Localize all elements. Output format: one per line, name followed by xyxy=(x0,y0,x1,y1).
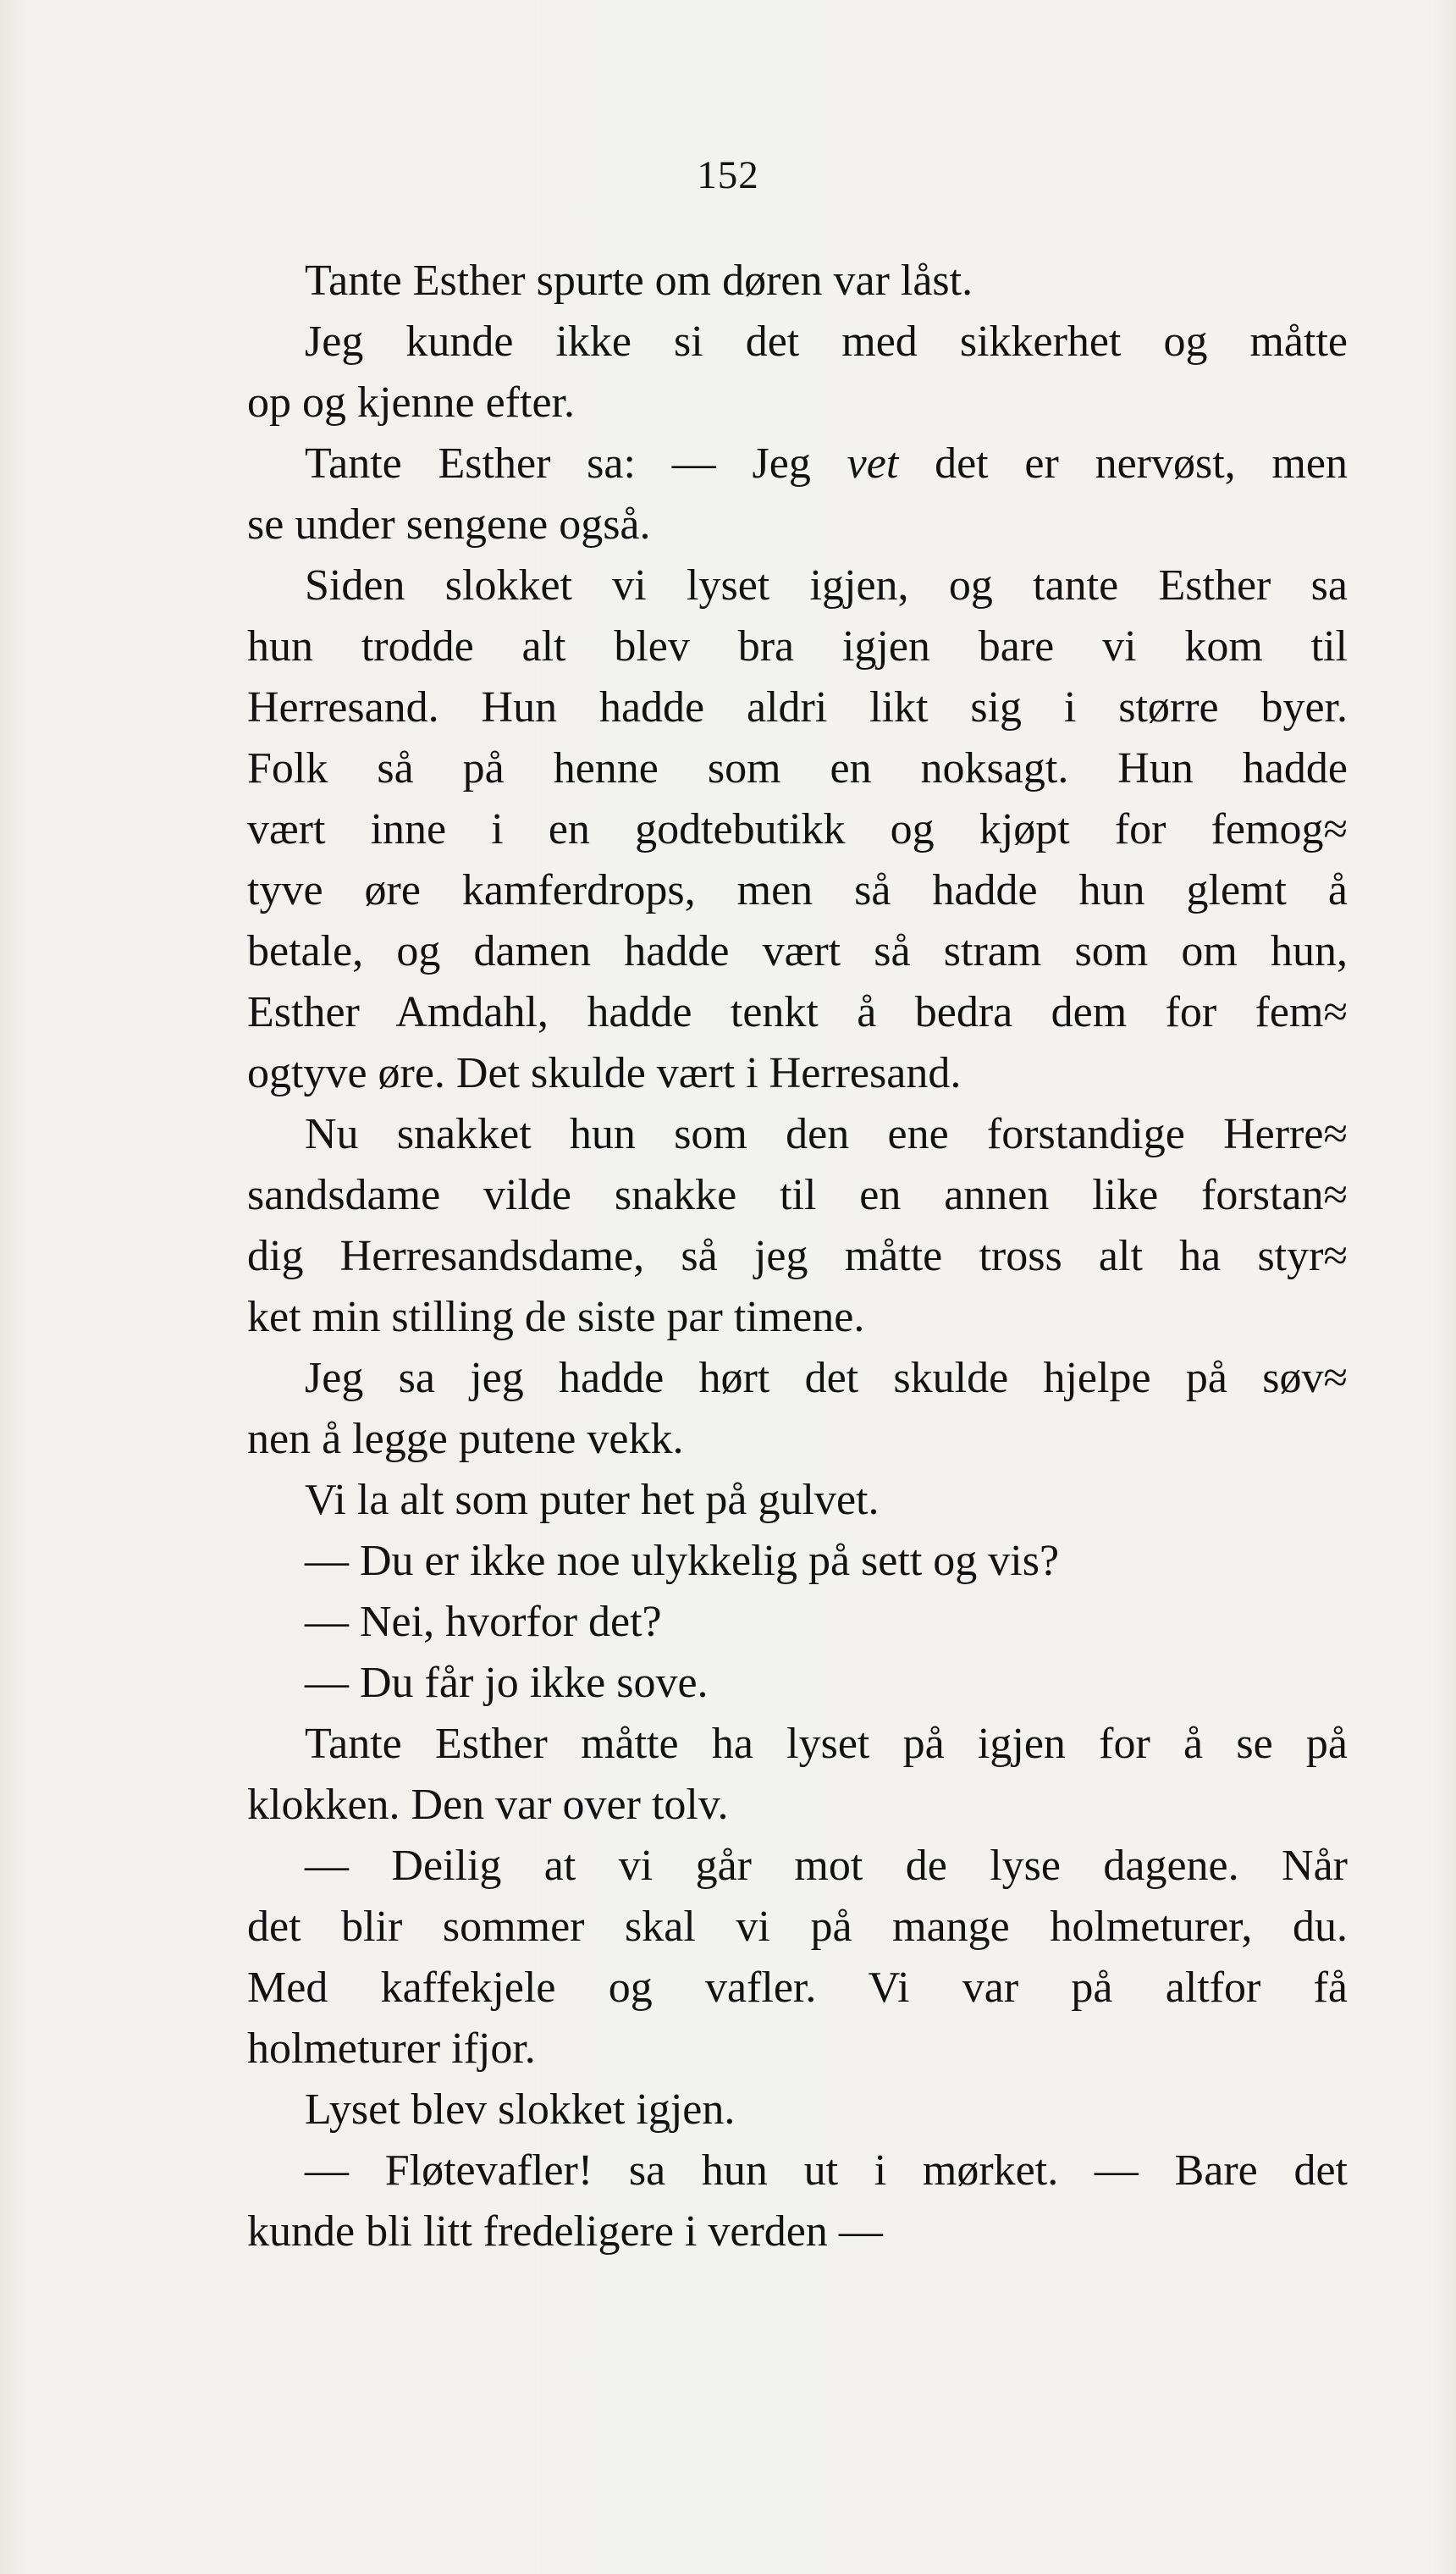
text-segment: Esther Amdahl, hadde tenkt å bedra dem for fem≈ xyxy=(247,988,1348,1036)
text-line xyxy=(247,921,1348,982)
body-text xyxy=(247,251,1348,2262)
text-segment: Siden slokket vi lyset igjen, og tante Esther sa xyxy=(305,561,1348,610)
text-line xyxy=(247,1104,1348,1165)
text-line xyxy=(247,1348,1348,1409)
text-segment: se under sengene også. xyxy=(247,500,651,549)
text-segment: vært inne i en godtebutikk og kjøpt for femog≈ xyxy=(247,805,1348,853)
text-segment: Nu snakket hun som den ene forstandige Herre≈ xyxy=(305,1110,1348,1158)
text-segment: Jeg sa jeg hadde hørt det skulde hjelpe på søv≈ xyxy=(305,1354,1348,1402)
text-line xyxy=(247,799,1348,860)
text-segment: op og kjenne efter. xyxy=(247,378,575,427)
text-line xyxy=(247,2019,1348,2080)
text-segment: Lyset blev slokket igjen. xyxy=(305,2085,736,2134)
text-segment: sandsdame vilde snakke til en annen like forstan≈ xyxy=(247,1171,1348,1219)
text-segment: ket min stilling de siste par timene. xyxy=(247,1293,865,1341)
text-line xyxy=(247,373,1348,434)
text-segment: — Deilig at vi går mot de lyse dagene. Når xyxy=(305,1842,1348,1890)
text-segment: Vi la alt som puter het på gulvet. xyxy=(305,1476,880,1524)
text-segment: Med kaffekjele og vafler. Vi var på altfor få xyxy=(247,1964,1348,2012)
text-segment: det blir sommer skal vi på mange holmeturer, du. xyxy=(247,1903,1348,1951)
text-line xyxy=(247,1836,1348,1897)
text-segment: betale, og damen hadde vært så stram som om hun, xyxy=(247,927,1348,975)
text-line xyxy=(247,434,1348,494)
text-segment: det er nervøst, men xyxy=(898,439,1348,488)
text-line xyxy=(247,982,1348,1043)
text-line xyxy=(247,860,1348,921)
text-segment: ogtyve øre. Det skulde vært i Herresand. xyxy=(247,1049,962,1097)
text-line xyxy=(247,1043,1348,1104)
text-segment: klokken. Den var over tolv. xyxy=(247,1781,729,1829)
text-segment: nen å legge putene vekk. xyxy=(247,1415,684,1463)
text-line xyxy=(247,1714,1348,1775)
text-segment: — Nei, hvorfor det? xyxy=(305,1598,662,1646)
text-segment: — Du er ikke noe ulykkelig på sett og vis? xyxy=(305,1537,1060,1585)
text-line xyxy=(247,738,1348,799)
text-line xyxy=(247,1409,1348,1470)
text-segment: dig Herresandsdame, så jeg måtte tross alt ha styr≈ xyxy=(247,1232,1348,1280)
text-segment: Herresand. Hun hadde aldri likt sig i større byer. xyxy=(247,683,1348,732)
text-segment: — Du får jo ikke sove. xyxy=(305,1659,709,1707)
text-line xyxy=(247,312,1348,373)
text-line xyxy=(247,2080,1348,2140)
text-segment: Jeg kunde ikke si det med sikkerhet og måtte xyxy=(305,318,1348,366)
text-line xyxy=(247,555,1348,616)
emphasized-text: vet xyxy=(847,439,899,488)
text-segment: Folk så på henne som en noksagt. Hun hadde xyxy=(247,744,1348,793)
text-line xyxy=(247,2140,1348,2201)
text-line xyxy=(247,1653,1348,1714)
text-line xyxy=(247,1165,1348,1226)
text-line xyxy=(247,1958,1348,2019)
text-line xyxy=(247,1470,1348,1531)
text-line xyxy=(247,2201,1348,2262)
text-segment: Tante Esther måtte ha lyset på igjen for å se på xyxy=(305,1720,1348,1768)
text-segment: hun trodde alt blev bra igjen bare vi kom til xyxy=(247,622,1348,671)
text-line xyxy=(247,1775,1348,1836)
text-line xyxy=(247,1592,1348,1653)
text-line xyxy=(247,494,1348,555)
text-line xyxy=(247,616,1348,677)
text-segment: kunde bli litt fredeligere i verden — xyxy=(247,2207,883,2256)
text-line xyxy=(247,1897,1348,1958)
text-segment: holmeturer ifjor. xyxy=(247,2024,536,2073)
text-line xyxy=(247,251,1348,312)
text-line xyxy=(247,1226,1348,1287)
text-segment: Tante Esther sa: — Jeg xyxy=(305,439,847,488)
text-segment: tyve øre kamferdrops, men så hadde hun glemt å xyxy=(247,866,1348,914)
text-segment: — Fløtevafler! sa hun ut i mørket. — Bare det xyxy=(305,2146,1348,2195)
page-number: 152 xyxy=(697,153,759,197)
text-line xyxy=(247,677,1348,738)
text-segment: Tante Esther spurte om døren var låst. xyxy=(305,257,973,305)
text-line xyxy=(247,1531,1348,1592)
text-line xyxy=(247,1287,1348,1348)
